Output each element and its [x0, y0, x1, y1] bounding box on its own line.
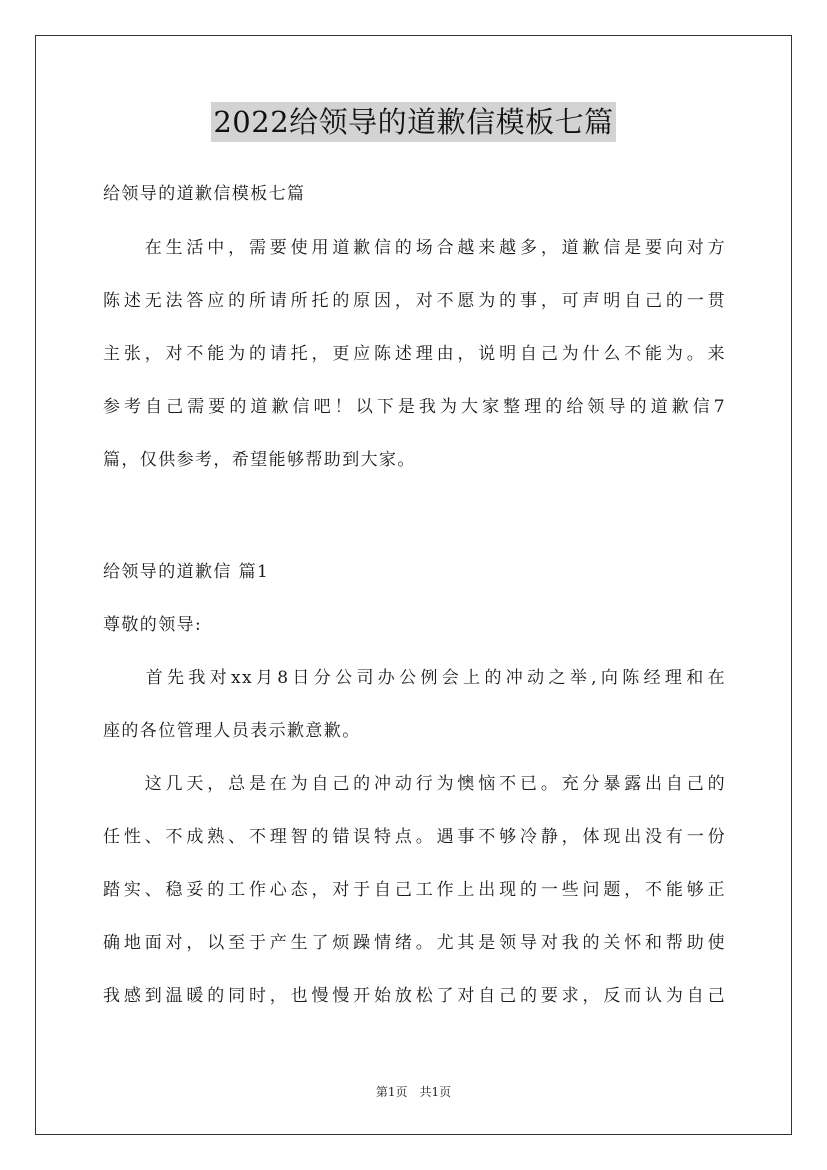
paragraph-line: 踏实、稳妥的工作心态，对于自己工作上出现的一些问题，不能够正: [103, 880, 726, 900]
paragraph-line: 在生活中，需要使用道歉信的场合越来越多，道歉信是要向对方: [103, 238, 726, 258]
page-footer: [0, 1083, 827, 1100]
paragraph-line: 陈述无法答应的所请所托的原因，对不愿为的事，可声明自己的一贯: [103, 291, 726, 311]
paragraph-line: 篇，仅供参考，希望能够帮助到大家。: [103, 450, 416, 470]
title-container: [0, 102, 827, 142]
paragraph-line: 我感到温暖的同时，也慢慢开始放松了对自己的要求，反而认为自己: [103, 986, 726, 1006]
paragraph-line: 座的各位管理人员表示歉意歉。: [103, 721, 361, 741]
paragraph-line: 这几天，总是在为自己的冲动行为懊恼不已。充分暴露出自己的: [103, 774, 726, 794]
paragraph-line: 任性、不成熟、不理智的错误特点。遇事不够冷静，体现出没有一份: [103, 827, 726, 847]
subtitle-line: 给领导的道歉信模板七篇: [103, 184, 306, 204]
page-number: 第1页 共1页: [375, 1085, 452, 1099]
paragraph-line: 首先我对xx月8日分公司办公例会上的冲动之举,向陈经理和在: [103, 668, 726, 688]
paragraph-line: 参考自己需要的道歉信吧！以下是我为大家整理的给领导的道歉信7: [103, 397, 726, 417]
paragraph-line: 确地面对，以至于产生了烦躁情绪。尤其是领导对我的关怀和帮助使: [103, 933, 726, 953]
salutation: 尊敬的领导:: [103, 615, 203, 635]
section-heading: 给领导的道歉信 篇1: [103, 562, 270, 582]
document-title: 2022给领导的道歉信模板七篇: [211, 102, 615, 142]
paragraph-line: 主张，对不能为的请托，更应陈述理由，说明自己为什么不能为。来: [103, 344, 726, 364]
